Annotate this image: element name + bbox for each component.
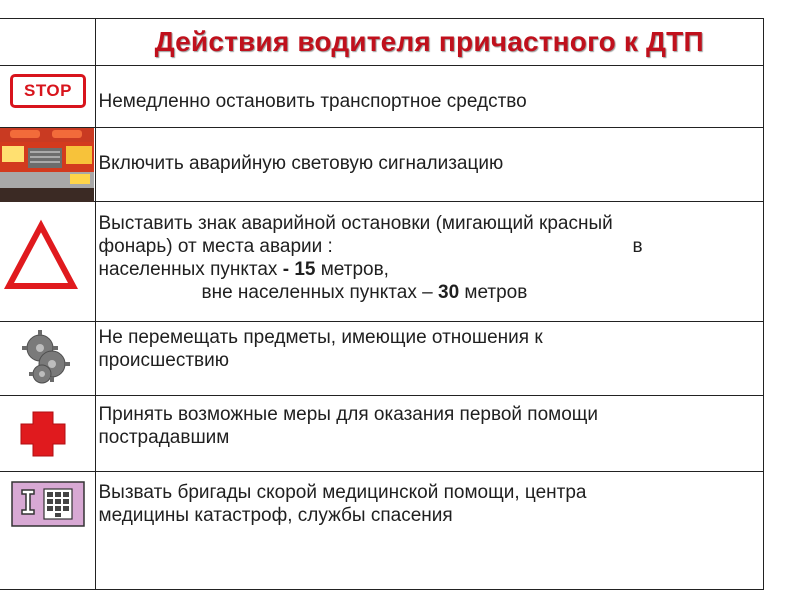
text-cell — [95, 66, 764, 128]
table-row — [0, 322, 764, 396]
icon-cell — [0, 66, 95, 128]
text-cell — [95, 396, 764, 472]
row-text-line — [99, 235, 760, 258]
row-text-line: Не перемещать предметы, имеющие отношения к — [98, 327, 543, 348]
text-cell — [95, 322, 764, 396]
gears-icon — [0, 322, 94, 396]
icon-cell — [0, 128, 95, 202]
icon-cell — [0, 472, 95, 590]
text-cell — [95, 202, 764, 322]
row-text: Включить аварийную световую сигнализацию — [98, 153, 504, 174]
warning-triangle-icon — [0, 202, 94, 322]
row-text-block — [96, 202, 764, 304]
row-text-line: происшествию — [98, 350, 230, 371]
header-icon-cell — [0, 19, 95, 66]
row-text-line: пострадавшим — [98, 427, 230, 448]
row-text-segment: фонарь) от места аварии : — [98, 236, 333, 257]
dash: – — [416, 282, 438, 303]
icon-cell — [0, 202, 95, 322]
row-text-block — [96, 396, 764, 449]
table-row — [0, 66, 764, 128]
red-cross-icon — [0, 396, 94, 472]
emergency-lights-icon — [0, 128, 94, 202]
row-text-block — [96, 322, 764, 372]
row-text-segment: метров, — [315, 259, 389, 280]
icon-cell — [0, 322, 95, 396]
row-text-line: медицины катастроф, службы спасения — [98, 505, 453, 526]
dash: - — [277, 259, 295, 280]
row-text-block — [96, 472, 764, 527]
table-row — [0, 202, 764, 322]
telephone-icon — [0, 472, 94, 590]
table-row — [0, 128, 764, 202]
title-cell — [95, 19, 764, 66]
text-cell — [95, 128, 764, 202]
distance-value: 15 — [294, 259, 316, 280]
row-text-line — [99, 281, 760, 304]
actions-table — [0, 18, 764, 590]
header-row — [0, 19, 764, 66]
table-row — [0, 396, 764, 472]
row-text-line: Вызвать бригады скорой медицинской помощи, центра — [98, 482, 587, 503]
distance-value: 30 — [438, 282, 460, 303]
row-text-segment: населенных пунктах — [98, 259, 278, 280]
row-text-line: Выставить знак аварийной остановки (мигающий красный — [98, 213, 613, 234]
row-text-segment: в — [632, 236, 643, 257]
row-text-segment: вне населенных пунктах — [201, 282, 417, 303]
row-text-line: Принять возможные меры для оказания первой помощи — [98, 404, 599, 425]
row-text-segment: метров — [459, 282, 528, 303]
stop-sign-icon: STOP — [10, 74, 86, 108]
text-cell — [95, 472, 764, 590]
icon-cell — [0, 396, 95, 472]
table-row — [0, 472, 764, 590]
row-text: Немедленно остановить транспортное средство — [98, 91, 527, 112]
page-title: Действия водителя причастного к ДТП — [154, 26, 704, 57]
row-text-line — [99, 258, 760, 281]
